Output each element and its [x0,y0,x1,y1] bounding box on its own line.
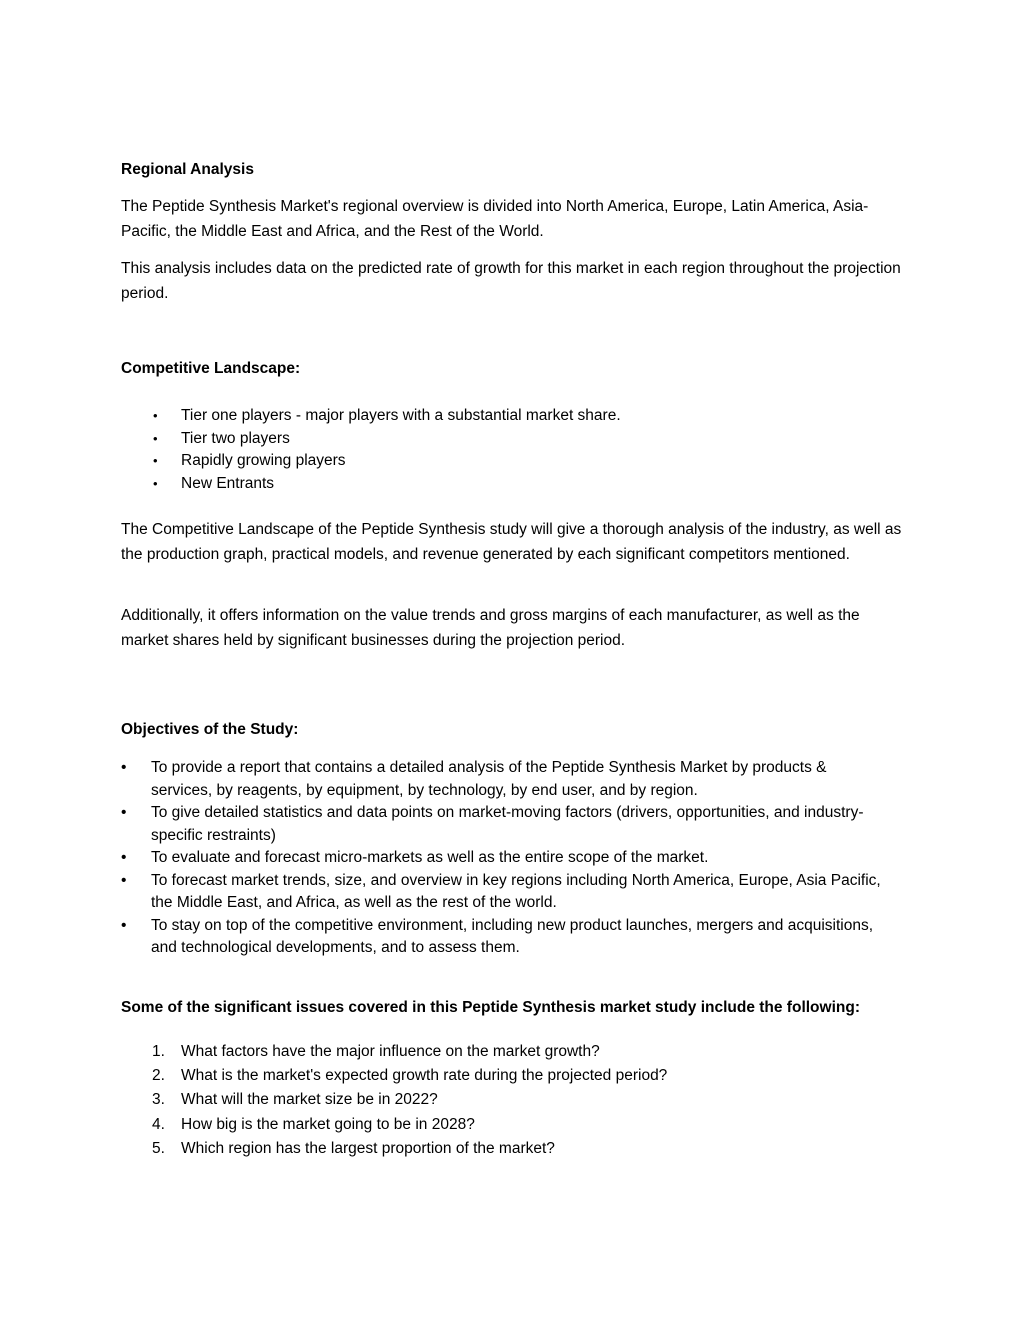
list-item [121,405,911,428]
list-item-text: Tier two players [181,429,290,447]
competitive-landscape-heading: Competitive Landscape: [121,360,301,377]
list-item-text: Which region has the largest proportion of the market? [181,1139,555,1157]
list-item [121,802,891,847]
list-item [121,870,891,915]
list-item-text: New Entrants [181,474,275,492]
bullet-icon: • [153,453,158,468]
list-number: 3. [152,1091,165,1109]
list-item-text: What will the market size be in 2022? [181,1091,438,1109]
bullet-icon: • [121,804,127,821]
list-item [121,428,911,451]
competitive-landscape-paragraph-1: The Competitive Landscape of the Peptide Synthesis study will give a thorough analysis of the industry, as well as the production graph, practical models, and revenue generated by each significant competitors mentioned. [121,521,902,563]
list-item-text: Rapidly growing players [181,452,346,469]
regional-analysis-paragraph-2: This analysis includes data on the predicted rate of growth for this market in each region throughout the projection period. [121,260,901,302]
list-item-text: Tier one players - major players with a substantial market share. [181,407,621,424]
bullet-icon: • [121,871,127,889]
regional-analysis-heading: Regional Analysis [121,161,254,178]
list-item-text: What is the market's expected growth rate during the projected period? [181,1067,668,1085]
list-item [121,1064,911,1088]
list-item-text: To give detailed statistics and data points on market-moving factors (drivers, opportunities, and industry-specific restraints) [151,804,864,844]
bullet-icon: • [121,759,127,776]
list-item-text: To stay on top of the competitive environment, including new product launches, mergers and acquisitions, and technological developments, and to assess them. [151,916,874,956]
bullet-icon: • [153,408,158,423]
regional-analysis-paragraph-1: The Peptide Synthesis Market's regional overview is divided into North America, Europe, Latin America, Asia-Pacific, the Middle East and Africa, and the Rest of the World. [121,198,869,240]
list-item-text: To forecast market trends, size, and overview in key regions including North America, Europe, Asia Pacific, the Middle East, and Africa, as well as the rest of the world. [151,871,881,911]
list-item [121,1137,911,1161]
list-item [121,915,891,960]
bullet-icon: • [153,475,158,491]
list-item [121,1088,911,1112]
list-item-text: To provide a report that contains a detailed analysis of the Peptide Synthesis Market by products & services, by reagents, by equipment, by technology, by end user, and by region. [151,759,827,799]
list-item [121,1040,911,1064]
list-item-text: What factors have the major influence on the market growth? [181,1043,600,1060]
list-number: 1. [152,1043,165,1060]
list-item [121,1113,911,1137]
list-item-text: To evaluate and forecast micro-markets as well as the entire scope of the market. [151,849,709,866]
bullet-icon: • [121,916,127,934]
bullet-icon: • [153,430,158,446]
objectives-list [121,757,891,960]
list-item [121,450,911,473]
objectives-heading: Objectives of the Study: [121,721,299,738]
competitive-landscape-paragraph-2: Additionally, it offers information on the value trends and gross margins of each manufacturer, as well as the market shares held by significant businesses during the projection period. [121,607,860,649]
list-number: 2. [152,1067,165,1085]
significant-issues-list [121,1040,911,1161]
bullet-icon: • [121,849,127,866]
list-item-text: How big is the market going to be in 2028? [181,1115,475,1133]
list-item [121,473,911,496]
list-item [121,847,891,870]
list-number: 5. [152,1139,165,1157]
list-item [121,757,891,802]
list-number: 4. [152,1115,165,1133]
significant-issues-heading: Some of the significant issues covered in this Peptide Synthesis market study include the following: [121,999,860,1016]
competitive-players-list [121,405,911,495]
